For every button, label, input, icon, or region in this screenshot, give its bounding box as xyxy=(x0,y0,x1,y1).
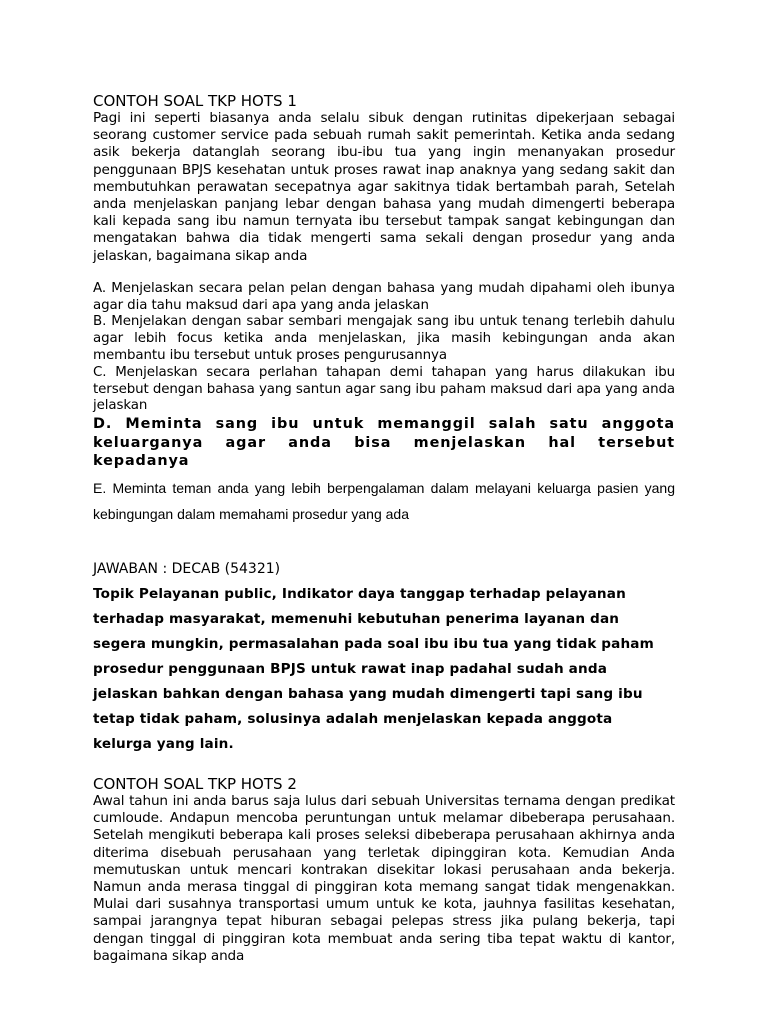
option-b: B. Menjelakan dengan sabar sembari mengajak sang ibu untuk tenang terlebih dahulu agar lebih focus ketika anda menjelaskan, jika masih kebingungan anda akan membantu ibu tersebut untuk proses pengurusannya xyxy=(93,314,675,364)
soal-1-answer: JAWABAN : DECAB (54321) xyxy=(93,560,281,577)
soal-2-question: Awal tahun ini anda barus saja lulus dari sebuah Universitas ternama dengan predikat cumloude. Andapun mencoba peruntungan untuk melamar dibeberapa perusahaan. Setelah mengikuti beberapa kali proses seleksi dibeberapa perusahaan akhirnya anda diterima disebuah perusahaan yang terletak dipinggiran kota. Kemudian Anda memutuskan untuk mencari kontrakan disekitar lokasi perusahaan anda bekerja. Namun anda merasa tinggal di pinggiran kota memang sangat tidak mengenakkan. Mulai dari susahnya transportasi umum untuk ke kota, jauhnya fasilitas kesehatan, sampai jarangnya tepat hiburan sebagai pelepas stress jika pulang bekerja, tapi dengan tinggal di pinggiran kota membuat anda sering tiba tepat waktu di kantor, bagaimana sikap anda xyxy=(93,792,675,964)
document-page xyxy=(93,92,675,965)
option-e: E. Meminta teman anda yang lebih berpengalaman dalam melayani keluarga pasien yang kebingungan dalam memahami prosedur yang ada xyxy=(93,479,675,522)
soal-1-explanation: Topik Pelayanan public, Indikator daya tanggap terhadap pelayanan terhadap masyarakat, memenuhi kebutuhan penerima layanan dan segera mungkin, permasalahan pada soal ibu ibu tua yang tidak paham prosedur penggunaan BPJS untuk rawat inap padahal sudah anda jelaskan bahkan dengan bahasa yang mudah dimengerti tapi sang ibu tetap tidak paham, solusinya adalah menjelaskan kepada anggota kelurga yang lain. xyxy=(93,585,654,752)
option-d: D. Meminta sang ibu untuk memanggil salah satu anggota keluarganya agar anda bisa menjelaskan hal tersebut kepadanya xyxy=(93,416,675,470)
soal-1-title: CONTOH SOAL TKP HOTS 1 xyxy=(93,92,297,110)
option-a: A. Menjelaskan secara pelan pelan dengan bahasa yang mudah dipahami oleh ibunya agar dia tahu maksud dari apa yang anda jelaskan xyxy=(93,280,675,313)
soal-2-title: CONTOH SOAL TKP HOTS 2 xyxy=(93,774,297,793)
option-c: C. Menjelaskan secara perlahan tahapan demi tahapan yang harus dilakukan ibu tersebut dengan bahasa yang santun agar sang ibu paham maksud dari apa yang anda jelaskan xyxy=(93,364,675,414)
soal-1-question: Pagi ini seperti biasanya anda selalu sibuk dengan rutinitas dipekerjaan sebagai seorang customer service pada sebuah rumah sakit pemerintah. Ketika anda sedang asik bekerja datanglah seorang ibu-ibu tua yang ingin menanyakan prosedur penggunaan BPJS kesehatan untuk proses rawat inap anaknya yang sedang sakit dan membutuhkan perawatan secepatnya agar sakitnya tidak bertambah parah, Setelah anda menjelaskan panjang lebar dengan bahasa yang mudah dimengerti beberapa kali kepada sang ibu namun ternyata ibu tersebut tampak sangat kebingungan dan mengatakan bahwa dia tidak mengerti sama sekali dengan prosedur yang anda jelaskan, bagaimana sikap anda xyxy=(93,110,675,264)
spacer xyxy=(93,265,675,281)
